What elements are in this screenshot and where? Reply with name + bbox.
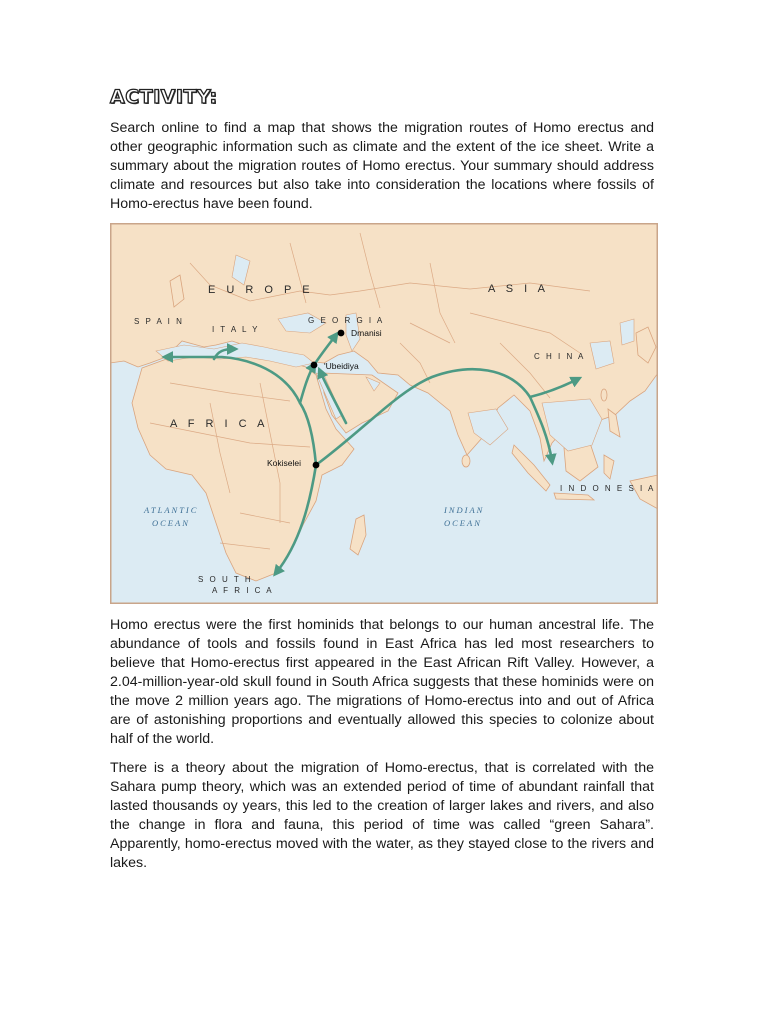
label-atlantic: ATLANTIC [144,505,199,515]
migration-map-svg [110,223,658,604]
label-spain: S P A I N [134,317,184,326]
label-italy: I T A L Y [212,325,260,334]
land-srilanka [462,455,470,467]
activity-heading: ACTIVITY: [110,86,218,108]
label-indonesia: I N D O N E S I A [560,484,656,493]
label-south-africa: A F R I C A [212,586,274,595]
land-taiwan [601,389,607,401]
label-kokiselei: Kokiselei [267,458,302,468]
label-dmanisi: Dmanisi [351,328,382,338]
label-china: C H I N A [534,352,586,361]
body-paragraph-1: Homo erectus were the first hominids that belongs to our human ancestral life. The abundance of tools and fossils found in East Africa has led most researchers to believe that Homo-erectus first appeared in the East African Rift Valley. However, a 2.04-million-year-old skull found in South Africa suggests that these hominids were on the move 2 million years ago. The migrations of Homo-erectus into and out of Africa are of astonishing proportions and eventually allowed this species to colonize about half of the world. [110,617,654,747]
label-indian: INDIAN [444,505,485,515]
label-georgia: G E O R G I A [308,316,385,325]
site-dot-ubeidiya [311,362,318,369]
body-paragraph-2: There is a theory about the migration of Homo-erectus, that is correlated with the Sahara pump theory, which was an extended period of time of abundant rainfall that lasted thousands oy years, this led to the creation of larger lakes and rivers, and also the change in flora and fauna, this period of time was called “green Sahara”. Apparently, homo-erectus moved with the water, as they stayed close to the rivers and lakes. [110,760,654,871]
label-europe: E U R O P E [208,284,314,296]
site-dot-kokiselei [313,462,320,469]
migration-map [110,223,658,604]
sea-japan [620,319,634,345]
activity-instructions: Search online to find a map that shows the migration routes of Homo erectus and other geographic information such as climate and the extent of the ice sheet. Write a summary about the migration routes of Homo erectus. Your summary should address climate and resources but also take into consideration the locations where fossils of Homo-erectus have been found. [110,120,654,212]
site-dot-dmanisi [338,330,345,337]
label-ubeidiya: 'Ubeidiya [324,361,359,371]
label-south: S O U T H [198,575,253,584]
label-indian-ocean: OCEAN [444,518,482,528]
label-africa: A F R I C A [170,418,269,430]
label-asia: A S I A [488,283,550,295]
label-atlantic-ocean: OCEAN [152,518,190,528]
